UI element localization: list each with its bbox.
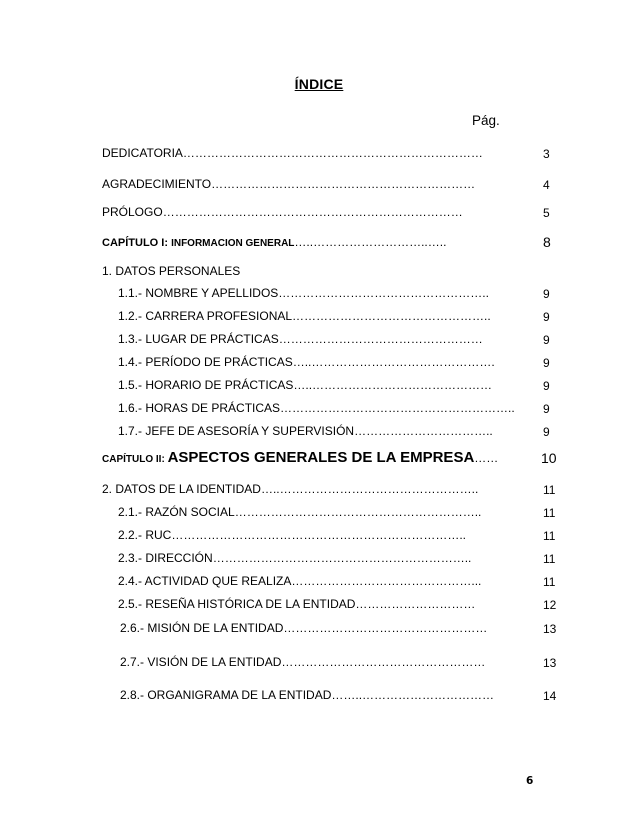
- chapter-title: INFORMACION GENERAL: [171, 238, 295, 249]
- toc-entry-text: 1.4.- PERÍODO DE PRÁCTICAS: [118, 355, 293, 369]
- toc-page-number: 13: [543, 656, 557, 670]
- toc-entry-text: 1.5.- HORARIO DE PRÁCTICAS: [118, 378, 294, 392]
- toc-leader-dots: …………………………………………..: [292, 309, 491, 323]
- toc-entry-2-4[interactable]: [118, 574, 518, 588]
- chapter-prefix: CAPÍTULO II:: [102, 454, 168, 465]
- toc-page-number: 11: [543, 506, 556, 520]
- toc-entry-text: 1.2.- CARRERA PROFESIONAL: [118, 309, 293, 323]
- toc-entry-1-3[interactable]: [118, 332, 516, 346]
- toc-entry-1-2[interactable]: [118, 309, 503, 323]
- toc-leader-dots: ………………………………………………………..: [212, 551, 472, 565]
- toc-entry-2-5[interactable]: [118, 597, 520, 611]
- toc-page-number: 14: [543, 689, 557, 703]
- toc-leader-dots: ……………………………………………: [278, 332, 483, 346]
- toc-leader-dots: …..…………………………………………..: [260, 482, 479, 496]
- toc-page-number: 9: [543, 333, 550, 347]
- toc-leader-dots: ………………………………………...: [291, 574, 482, 588]
- toc-entry-text: 2.8.- ORGANIGRAMA DE LA ENTIDAD: [120, 688, 332, 702]
- toc-leader-dots: …………………………………………………..: [280, 401, 515, 415]
- toc-entry-text: AGRADECIMIENTO: [102, 177, 212, 191]
- toc-entry-text: 2.6.- MISIÓN DE LA ENTIDAD: [120, 621, 284, 635]
- toc-entry-text: 2.4.- ACTIVIDAD QUE REALIZA: [118, 574, 292, 588]
- toc-entry-text: 1.6.- HORAS DE PRÁCTICAS: [118, 401, 281, 415]
- toc-leader-dots: ……………………………………………: [283, 621, 488, 635]
- toc-entry-dedicatoria[interactable]: [102, 146, 502, 160]
- toc-page-number: 13: [543, 622, 557, 636]
- page-column-label: Pág.: [472, 113, 500, 128]
- toc-page-number: 9: [543, 287, 550, 301]
- toc-leader-dots: …………………………………………………………………: [182, 146, 483, 160]
- toc-entry-text: 2.5.- RESEÑA HISTÓRICA DE LA ENTIDAD: [118, 597, 356, 611]
- toc-entry-2-1[interactable]: [118, 505, 518, 519]
- toc-entry-agradecimiento[interactable]: [102, 177, 502, 191]
- toc-page-number: 9: [543, 425, 550, 439]
- toc-entry-1-5[interactable]: [118, 378, 516, 392]
- toc-page-number: 11: [543, 552, 556, 566]
- toc-entry-text: 1.1.- NOMBRE Y APELLIDOS: [118, 286, 279, 300]
- toc-entry-text: 2.7.- VISIÓN DE LA ENTIDAD: [120, 655, 282, 669]
- toc-leader-dots: ………………………………………………………………..: [171, 528, 467, 542]
- toc-leader-dots: ……………………………………………: [281, 655, 486, 669]
- toc-leader-dots: ……………………………………………..: [278, 286, 489, 300]
- toc-leader-dots: ……..……………………………: [331, 688, 495, 702]
- chapter-title: ASPECTOS GENERALES DE LA EMPRESA: [167, 449, 475, 466]
- toc-entry-datos-identidad[interactable]: [102, 482, 518, 496]
- toc-leader-dots: …..……………………………………….: [292, 355, 495, 369]
- toc-entry-prologo[interactable]: [102, 205, 502, 219]
- toc-entry-text: [102, 449, 474, 466]
- toc-leader-dots: …………………………………………………………: [211, 177, 476, 191]
- toc-entry-datos-personales[interactable]: [102, 264, 502, 278]
- toc-entry-text: 1. DATOS PERSONALES: [102, 264, 241, 278]
- toc-entry-text: PRÓLOGO: [102, 205, 163, 219]
- chapter-prefix: CAPÍTULO I:: [102, 237, 172, 249]
- toc-page-number: 5: [543, 206, 550, 220]
- toc-entry-text: 2.3.- DIRECCIÓN: [118, 551, 213, 565]
- toc-leader-dots: …………………………………………………………………: [162, 205, 463, 219]
- toc-entry-1-4[interactable]: [118, 355, 516, 369]
- toc-entry-text: 2.1.- RAZÓN SOCIAL: [118, 505, 235, 519]
- toc-page-number: 8: [543, 234, 551, 250]
- toc-entry-chapter-1[interactable]: [102, 235, 502, 249]
- toc-entry-text: [102, 237, 294, 249]
- toc-entry-2-6[interactable]: [120, 621, 530, 635]
- page-title: ÍNDICE: [294, 76, 344, 92]
- toc-entry-text: 2.2.- RUC: [118, 528, 172, 542]
- toc-leader-dots: ……: [474, 451, 499, 465]
- toc-page-number: 4: [543, 178, 550, 192]
- toc-page-number: 9: [543, 402, 550, 416]
- toc-page-number: 11: [543, 529, 556, 543]
- toc-page-number: 10: [541, 450, 557, 466]
- toc-entry-1-6[interactable]: [118, 401, 518, 415]
- toc-entry-text: 1.7.- JEFE DE ASESORÍA Y SUPERVISIÓN: [118, 424, 355, 438]
- footer-page-number: 6: [526, 775, 534, 787]
- toc-leader-dots: …..………………………..…..: [294, 235, 447, 249]
- toc-page-number: 9: [543, 379, 550, 393]
- toc-entry-1-7[interactable]: [118, 424, 518, 438]
- toc-page-number: 3: [543, 147, 550, 161]
- toc-entry-2-7[interactable]: [120, 655, 528, 669]
- toc-entry-text: 2. DATOS DE LA IDENTIDAD: [102, 482, 261, 496]
- toc-entry-text: 1.3.- LUGAR DE PRÁCTICAS: [118, 332, 279, 346]
- toc-page-number: 9: [543, 310, 550, 324]
- toc-entry-chapter-2[interactable]: [102, 449, 516, 466]
- toc-page-number: 11: [543, 575, 556, 589]
- toc-leader-dots: ……………………………………………………..: [234, 505, 482, 519]
- toc-leader-dots: …..………………………………………: [293, 378, 493, 392]
- toc-page-number: 9: [543, 356, 550, 370]
- toc-leader-dots: …………………………: [355, 597, 476, 611]
- toc-entry-text: DEDICATORIA: [102, 146, 183, 160]
- toc-entry-2-3[interactable]: [118, 551, 518, 565]
- toc-page-number: 12: [543, 598, 557, 612]
- toc-entry-2-2[interactable]: [118, 528, 518, 542]
- toc-page-number: 11: [543, 483, 556, 497]
- toc-leader-dots: ……………………………..: [354, 424, 493, 438]
- toc-entry-1-1[interactable]: [118, 286, 505, 300]
- toc-entry-2-8[interactable]: [120, 688, 530, 702]
